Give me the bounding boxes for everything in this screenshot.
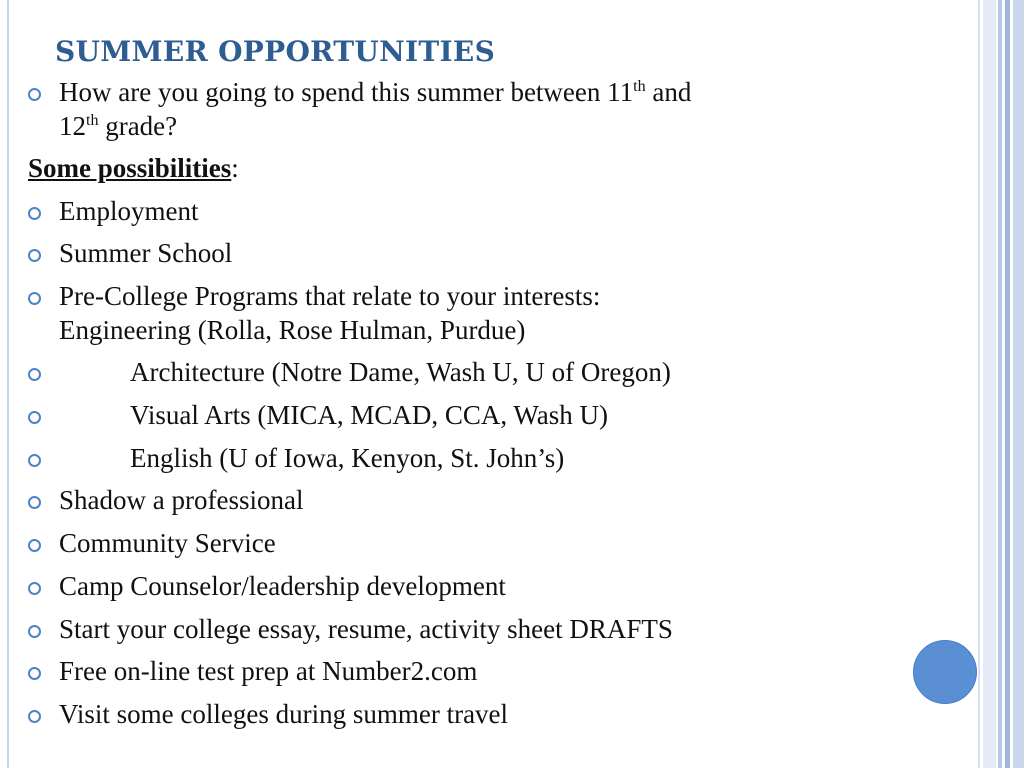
- list-item: [0, 528, 960, 564]
- list-item-text: Summer School: [59, 238, 233, 268]
- list-item: [0, 443, 960, 479]
- slide-title: SUMMER OPPORTUNITIES: [55, 35, 496, 68]
- decorative-bar: [983, 0, 996, 768]
- bullet-circle-icon: [28, 88, 41, 101]
- heading-text: Some possibilities: [28, 153, 232, 183]
- list-item-text: Pre-College Programs that relate to your interests:: [59, 281, 601, 311]
- list-item-text: Start your college essay, resume, activity sheet DRAFTS: [59, 614, 673, 644]
- list-item-continuation: [0, 111, 960, 147]
- list-item-text: Employment: [59, 196, 199, 226]
- list-item: [0, 485, 960, 521]
- list-item: [0, 196, 960, 232]
- heading-colon: :: [231, 153, 239, 183]
- bullet-circle-icon: [28, 539, 41, 552]
- question-line-2: [59, 111, 177, 142]
- list-item-continuation: [0, 315, 960, 351]
- list-item: [0, 77, 960, 113]
- question-text: 12: [59, 111, 86, 141]
- question-text: grade?: [98, 111, 178, 141]
- list-item-text: English (U of Iowa, Kenyon, St. John’s): [130, 443, 565, 473]
- question-text: and: [645, 77, 692, 107]
- decorative-bar: [998, 0, 1002, 768]
- list-item: [0, 656, 960, 692]
- superscript: th: [633, 78, 646, 95]
- bullet-circle-icon: [28, 710, 41, 723]
- bullet-circle-icon: [28, 292, 41, 305]
- bullet-circle-icon: [28, 582, 41, 595]
- decorative-bar: [1005, 0, 1010, 768]
- bullet-circle-icon: [28, 411, 41, 424]
- bullet-circle-icon: [28, 625, 41, 638]
- list-item-text: Visit some colleges during summer travel: [59, 699, 509, 729]
- list-item-text: Community Service: [59, 528, 276, 558]
- question-line-1: [59, 77, 691, 108]
- right-decorative-bars: [978, 0, 1024, 768]
- list-item-text: Shadow a professional: [59, 485, 304, 515]
- list-item: [0, 614, 960, 650]
- bullet-circle-icon: [28, 667, 41, 680]
- question-text: How are you going to spend this summer between 11: [59, 77, 634, 107]
- list-item: [0, 281, 960, 317]
- bullet-circle-icon: [28, 496, 41, 509]
- list-item: [0, 699, 960, 735]
- decorative-bar: [1013, 0, 1024, 768]
- superscript: th: [86, 112, 99, 129]
- list-item: [0, 400, 960, 436]
- list-item: [0, 571, 960, 607]
- list-item-text: Camp Counselor/leadership development: [59, 571, 506, 601]
- bullet-circle-icon: [28, 249, 41, 262]
- list-item-text: Architecture (Notre Dame, Wash U, U of Oregon): [130, 357, 671, 387]
- list-item-text: Free on-line test prep at Number2.com: [59, 656, 478, 686]
- list-item: [0, 357, 960, 393]
- list-item: [0, 238, 960, 274]
- possibilities-heading: [28, 153, 239, 184]
- list-item-text: Visual Arts (MICA, MCAD, CCA, Wash U): [130, 400, 608, 430]
- possibilities-heading-row: [0, 153, 960, 189]
- bullet-circle-icon: [28, 207, 41, 220]
- decorative-bar: [978, 0, 980, 768]
- bullet-circle-icon: [28, 454, 41, 467]
- list-item-text: Engineering (Rolla, Rose Hulman, Purdue): [59, 315, 526, 345]
- bullet-circle-icon: [28, 368, 41, 381]
